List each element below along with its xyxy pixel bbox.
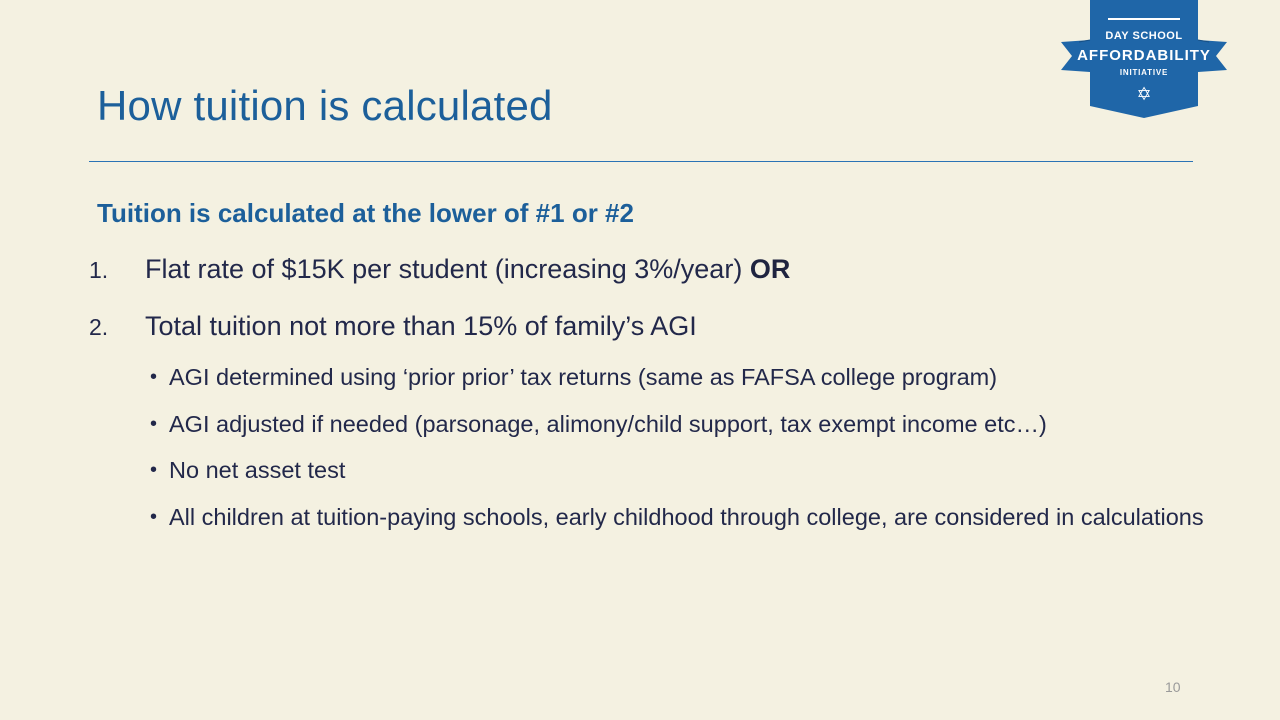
star-of-david-gear-icon: ✡ — [1136, 84, 1152, 104]
bullet-item — [150, 361, 1230, 393]
bullet-item — [150, 501, 1230, 533]
bullet-item — [150, 454, 1230, 486]
bullet-text: AGI adjusted if needed (parsonage, alimony/child support, tax exempt income etc…) — [169, 410, 1047, 437]
logo-line-1: DAY SCHOOL — [1105, 30, 1183, 42]
slide-subheading: Tuition is calculated at the lower of #1 or #2 — [97, 198, 634, 228]
bullet-icon: • — [150, 366, 158, 388]
bullet-list — [150, 361, 1230, 547]
numbered-item-1 — [89, 254, 790, 285]
item-text: Flat rate of $15K per student (increasing 3%/year) — [145, 254, 750, 284]
numbered-item-2 — [89, 311, 697, 342]
slide-title: How tuition is calculated — [97, 82, 553, 129]
item-number: 2. — [89, 314, 109, 340]
logo-line-3: INITIATIVE — [1119, 68, 1169, 77]
item-text: Total tuition not more than 15% of family’s AGI — [145, 311, 697, 341]
page-number: 10 — [1165, 679, 1181, 695]
bullet-icon: • — [150, 505, 158, 528]
bullet-text: No net asset test — [169, 457, 346, 483]
title-divider — [89, 161, 1193, 162]
day-school-affordability-logo — [1061, 0, 1227, 118]
bullet-text: All children at tuition-paying schools, early childhood through college, are considered in calculations — [169, 503, 1204, 530]
bullet-item — [150, 408, 1230, 440]
bullet-icon: • — [150, 459, 158, 481]
bullet-text: AGI determined using ‘prior prior’ tax returns (same as FAFSA college program) — [169, 364, 998, 390]
bullet-icon: • — [150, 412, 158, 435]
item-number: 1. — [89, 257, 109, 283]
logo-rule — [1108, 18, 1180, 20]
item-emphasis: OR — [749, 254, 791, 284]
logo-line-2: AFFORDABILITY — [1077, 47, 1211, 64]
